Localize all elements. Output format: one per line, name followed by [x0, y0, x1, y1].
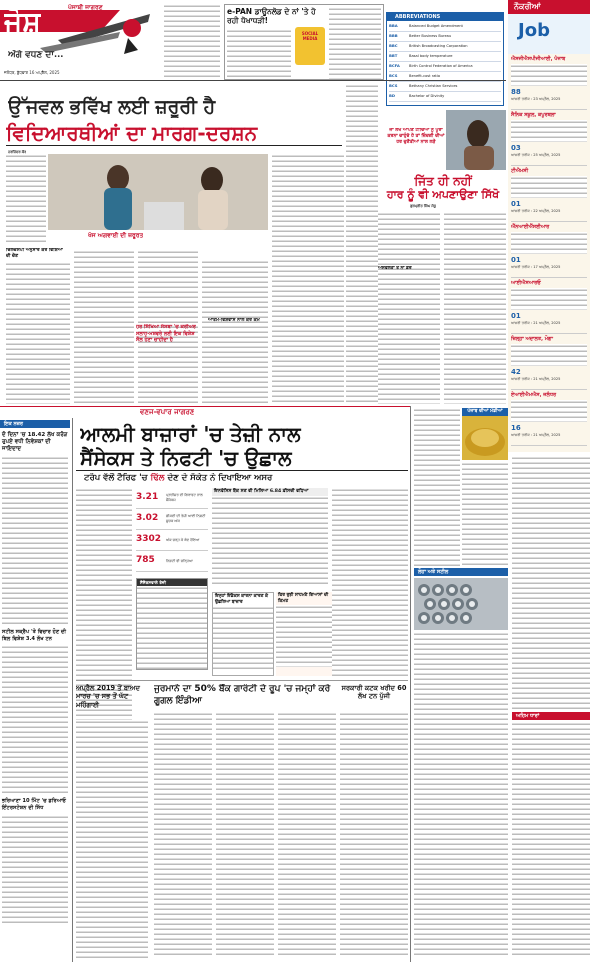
abbreviation-full: Benefit-cost ratio: [409, 74, 441, 79]
job-org: ਏਆਈਐਮਐਸ, ਜਲੰਧਰ: [511, 392, 557, 398]
abbreviation-code: BCS: [389, 83, 398, 89]
naukriyan-job-art: [508, 14, 590, 54]
business-col-right: [332, 488, 408, 676]
main-headline-1: ਉੱਜਵਲ ਭਵਿੱਖ ਲਈ ਜ਼ਰੂਰੀ ਹੈ: [8, 96, 216, 118]
right-lower-col: [512, 456, 590, 710]
epan-social-label: SOCIAL MEDIA: [301, 31, 319, 41]
job-org: ਜ਼ਿਲ੍ਹਾ ਅਦਾਲਤ, ਮੋਗਾ: [511, 336, 553, 342]
steel-body: [414, 632, 508, 958]
abbreviation-full: Bachelor of Divinity: [409, 94, 445, 99]
business-headline-1: ਆਲਮੀ ਬਾਜ਼ਾਰਾਂ 'ਚ ਤੇਜ਼ੀ ਨਾਲ: [80, 422, 301, 446]
left-column-label: ਇਕ ਨਜ਼ਰ: [0, 420, 70, 428]
trade-box: [212, 592, 274, 676]
business-stat: [136, 530, 208, 551]
masthead-brand: ਜੋਸ਼: [4, 6, 41, 38]
sensex-table-title: ਸੈਂਸੈਕਸਵਾਲੇ ਤੇਜ਼ੀ: [137, 579, 207, 586]
abbreviation-full: Basal body temperature: [409, 54, 453, 59]
abbreviation-full: Balanced Budget Amendment: [409, 24, 463, 29]
main-col-4: [202, 260, 268, 404]
gold-box-title: ਫਿਰ ਰੁਝੀ ਸਾਹਮਣੇ ਗਿਆਸਾਂ ਦੀ ਕਿਮਤ: [278, 593, 329, 604]
business-stat: [136, 509, 208, 530]
side-story-subhead-2: ਅਸਫਲਤਾ ਤੋਂ ਨਾ ਡਰੋ: [378, 266, 412, 271]
infy-box-title: ਇਨਫੋਸਿਸ ਬੈਂਕ ਸਣ ਵੀ ਮਿਲਿਆ 6.84 ਫ਼ੀਸਦੀ ਵਧਿਆ: [212, 488, 328, 496]
google-story-col-3: [278, 712, 336, 958]
job-text-art: Job: [518, 20, 550, 41]
google-story-col-2: [216, 712, 274, 958]
epan-box: [224, 4, 384, 80]
sensex-table: [136, 578, 208, 670]
job-item: [511, 110, 587, 166]
side-story-headline-1: ਜਿੱਤ ਹੀ ਨਹੀਂ: [414, 174, 472, 188]
ahem-dhara-title: ਅਹਿਮ ਧਾਰਾਂ: [512, 712, 590, 720]
main-subhead-1: ਦਿਲਚਸਪੀ ਅਨੁਸਾਰ ਕਰੋ ਵਿਸ਼ਿਆਂ ਦੀ ਚੋਣ: [6, 248, 63, 259]
abbreviation-code: BCFA: [389, 63, 400, 69]
business-stat-label: ਫ਼ੀਸਦੀ ਦੀ ਤੇਜ਼ੀ ਆਈ ਨਿਫ਼ਟੀ ਸੂਚਕ ਅੰਕ: [166, 514, 206, 523]
main-col-2: [74, 250, 134, 404]
mandi-col-left: [414, 408, 460, 566]
job-item: [511, 334, 587, 390]
business-stat-value: 3.21: [136, 492, 159, 503]
business-stat: [136, 551, 208, 572]
job-posts: 01: [511, 312, 521, 320]
mandi-col-mid: [462, 462, 508, 566]
middle-col-a: [346, 84, 378, 404]
business-stat-value: 3302: [136, 534, 162, 545]
job-posts: 42: [511, 368, 521, 376]
main-headline-rule: [6, 145, 342, 146]
steel-photo: [414, 578, 508, 630]
epan-social-art: [295, 27, 325, 65]
job-posts: 88: [511, 88, 521, 96]
abbreviation-item: [389, 22, 501, 32]
naukriyan-column: [508, 0, 590, 452]
business-stats: [136, 488, 208, 574]
abbreviation-full: British Broadcasting Corporation: [409, 44, 468, 49]
masthead: [0, 0, 162, 78]
main-byline: ਹਰਜਿੰਦਰ ਕੌਰ: [8, 150, 27, 154]
abbreviations-box: [386, 12, 504, 106]
business-stat-label: ਪ੍ਰਤੀਸ਼ਤ ਦੀ ਗਿਰਾਵਟ ਨਾਲ ਸੈਂਸੇਕਸ: [166, 493, 203, 502]
abbreviation-full: Better Business Bureau: [409, 34, 452, 39]
mandi-photo: [462, 416, 508, 460]
steel-title: ਲੋਹਾ ਅਤੇ ਸਟੀਲ: [414, 568, 508, 576]
business-deck-highlight: ਢਿੱਲ: [150, 473, 165, 483]
job-item: [511, 222, 587, 278]
masthead-dateline: ਜਲੰਧਰ, ਬੁੱਧਵਾਰ 16 ਅਪ੍ਰੈਲ, 2025: [4, 70, 60, 75]
epan-body-right: [329, 7, 381, 79]
main-col-1: [6, 154, 46, 244]
main-pull-quote: ਹਰ ਸਿੱਖਿਆ ਸੰਸਥਾ 'ਚ ਕਰੀਅਰ ਸਲਾਹ-ਮਸ਼ਵਰੇ ਲਈ ਇਕ ਵਿਸ਼ੇਸ਼ ਸੈੱਲ ਹੋਣਾ ਚਾਹੀਦਾ ਹੈ: [136, 324, 196, 343]
business-deck: [84, 473, 408, 484]
masthead-side-text: [164, 4, 220, 78]
business-deck-suffix: ਦੇਣ ਦੇ ਸੰਕੇਤ ਨੇ ਦਿਖਾਇਆ ਅਸਰ: [167, 473, 273, 483]
abbreviation-full: Birth Control Federation of America: [409, 64, 473, 69]
main-col-5: [272, 154, 344, 404]
business-deck-prefix: ਟਰੰਪ ਵੱਲੋਂ ਟੈਰਿਫ 'ਚ: [84, 473, 148, 483]
job-date: ਆਖ਼ਰੀ ਤਰੀਕ : 22 ਅਪ੍ਰੈਲ, 2025: [511, 208, 561, 213]
business-section-label: ਵਣਜ-ਵਪਾਰ ਜਾਗਰਣ: [140, 408, 195, 416]
mandi-title: ਪੰਜਾਬ ਦੀਆਂ ਮੰਡੀਆਂ: [462, 408, 508, 416]
business-headline-rule: [76, 470, 408, 471]
job-posts: 03: [511, 144, 521, 152]
job-date: ਆਖ਼ਰੀ ਤਰੀਕ : 21 ਅਪ੍ਰੈਲ, 2025: [511, 376, 561, 381]
abbreviation-code: BD: [389, 93, 396, 99]
masthead-jagran-tag: ਪੰਜਾਬੀ ਜਾਗਰਣ: [68, 4, 103, 11]
side-story-col-2: [444, 212, 506, 404]
abbreviation-full: Bethany Christian Services: [409, 84, 458, 89]
side-story-quote: ਜਾਂ ਲੱਖ ਆਪਣੇ ਟੀਚਿਆਂ ਨੂੰ ਪੂਰਾ ਕਰਨਾ ਚਾਹੁੰਦੇ ਹੋ ਤਾਂ ਜ਼ਿੰਦਗੀ ਦੀਆਂ ਹਰ ਚੁਣੌਤੀਆਂ ਨਾਲ ਲੜੋ: [387, 128, 445, 145]
abbreviation-item: [389, 52, 501, 62]
job-item: [511, 166, 587, 222]
job-item: [511, 54, 587, 110]
left-column: [0, 418, 70, 962]
epan-headline: e-PAN ਡਾਊਨਲੋਡ ਦੇ ਨਾਂ 'ਤੇ ਹੋ ਰਹੀ ਧੋਖਾਧੜੀ!: [227, 7, 316, 25]
job-posts: 01: [511, 200, 521, 208]
job-item: [511, 390, 587, 446]
side-story-photo: [446, 110, 506, 170]
ahem-dhara-body: [512, 722, 590, 958]
abbreviation-item: [389, 32, 501, 42]
naukriyan-header: ਨੌਕਰੀਆਂ: [508, 0, 590, 14]
left-headline-3: ਭਰਿਆਣਾ 10 ਮਿੰਟ 'ਚ ਡਰਿਆਓ ਇੰਟਰਸਟੇਸ਼ਨ ਦੀ ਸਿੱਧ: [2, 798, 67, 812]
job-date: ਆਖ਼ਰੀ ਤਰੀਕ : 17 ਅਪ੍ਰੈਲ, 2025: [511, 264, 561, 269]
abbreviation-item: [389, 82, 501, 92]
abbreviation-code: BBA: [389, 23, 398, 29]
main-inset-title: ਖੋਜ ਅਗਵਾਈ ਦੀ ਜ਼ਰੂਰਤ: [88, 232, 144, 239]
abbreviations-list: [387, 21, 503, 103]
job-org: ਆਈਐਸਆਰਓ: [511, 280, 541, 286]
abbreviation-item: [389, 42, 501, 52]
abbreviation-code: BBC: [389, 43, 398, 49]
left-headline-2: ਸਟੀਲ ਸਕ੍ਰੈਪ 'ਤੇ ਵਿਚਾਰ ਹੋਣ ਦੀ ਬਿਲ ਵਿਸ਼ੇਸ਼ 3.4 ਲੱਖ ਟਨ: [2, 629, 67, 642]
loan-story-body: [340, 712, 408, 958]
abbreviation-code: BCS: [389, 73, 398, 79]
job-org: ਟੀਐਮਸੀ: [511, 168, 529, 174]
masthead-tagline: ਅੱਗੇ ਵਧਣ ਦਾ...: [8, 50, 64, 60]
abbreviations-header: ABBREVIATIONS: [387, 13, 503, 21]
april-story-headline: ਅਪ੍ਰੈਲ 2019 ਤੋਂ ਬਾਅਦ ਮਾਰਚ 'ਚ ਸਭ ਤੋਂ ਘੱਟ ਮਹਿੰਗਾਈ: [76, 684, 140, 709]
job-posts: 01: [511, 256, 521, 264]
job-org: ਐਸਜੀਐਸਪੀਜੀਆਈ, ਪੰਜਾਬ: [511, 56, 566, 62]
gold-box: [276, 592, 332, 676]
abbreviation-item: [389, 92, 501, 102]
job-list: [508, 54, 590, 446]
job-date: ਆਖ਼ਰੀ ਤਰੀਕ : 21 ਅਪ੍ਰੈਲ, 2025: [511, 432, 561, 437]
google-story-col-1: [154, 712, 212, 958]
business-stat-value: 3.02: [136, 513, 159, 524]
abbreviation-code: BBT: [389, 53, 398, 59]
business-stat: [136, 488, 208, 509]
job-date: ਆਖ਼ਰੀ ਤਰੀਕ : 21 ਅਪ੍ਰੈਲ, 2025: [511, 320, 561, 325]
business-stat-label: ਅੰਕ ਚੜ੍ਹ ਕੇ ਬੰਦ ਹੋਇਆ: [166, 537, 200, 542]
trade-box-title: ਇਨ੍ਹਾਂ ਇੰਡੈਕਸ ਕਾਰਨਾ ਕਾਰਣ ਕੇ ਉਛਲਿਆ ਬਾਜ਼ਾਰ: [215, 594, 268, 605]
april-story-body: [76, 720, 148, 958]
job-item: [511, 278, 587, 334]
abbreviation-item: [389, 62, 501, 72]
main-headline-2: ਵਿਦਿਆਰਥੀਆਂ ਦਾ ਮਾਰਗ-ਦਰਸ਼ਨ: [6, 121, 258, 145]
business-stat-value: 785: [136, 555, 155, 566]
side-story-byline: ਗੁਰਪ੍ਰੀਤ ਸਿੰਘ ਸੰਧੂ: [410, 204, 437, 208]
job-date: ਆਖ਼ਰੀ ਤਰੀਕ : 23 ਅਪ੍ਰੈਲ, 2025: [511, 96, 561, 101]
job-date: ਆਖ਼ਰੀ ਤਰੀਕ : 25 ਅਪ੍ਰੈਲ, 2025: [511, 152, 561, 157]
abbreviation-code: BBB: [389, 33, 398, 39]
side-story-headline-2: ਹਾਰ ਨੂੰ ਵੀ ਅਪਣਾਉਣਾ ਸਿੱਖੋ: [386, 188, 500, 201]
job-org: ਸੈਨਿਕ ਸਕੂਲ, ਕਪੂਰਥਲਾ: [511, 112, 556, 118]
main-col-1b: [6, 262, 70, 404]
side-story-col-1: [378, 212, 440, 404]
infy-box: [212, 488, 328, 588]
job-posts: 16: [511, 424, 521, 432]
left-headline-1: ਦੋ ਦਿਨਾਂ 'ਚ 18.42 ਲੱਖ ਕਰੋੜ ਰੁਪਏ ਵਧੀ ਨਿਵੇਸ਼ਕਾਂ ਦੀ ਜਾਇਦਾਦ: [2, 432, 68, 453]
job-org: ਐੱਨਆਈਐੱਸਈਆਰ: [511, 224, 550, 230]
loan-story-headline: ਸਰਕਾਰੀ ਕਟਕ ਖਰੀਦ 60 ਲੱਖ ਟਨ ਪੁੱਜੀ: [341, 684, 407, 701]
google-story-headline: ਜੁਰਮਾਨੇ ਦਾ 50% ਬੈਂਕ ਗਾਰੰਟੀ ਦੇ ਰੂਪ 'ਚ ਜਮ੍ਹਾਂ ਕਰੇ ਗੂਗਲ ਇੰਡੀਆ: [154, 684, 331, 706]
business-stat-label: ਨਿਫ਼ਟੀ ਵੀ ਚੜ੍ਹਿਆ: [166, 558, 193, 563]
main-photo: [48, 154, 268, 230]
main-subhead-5: ਆਤਮ-ਵਿਸ਼ਵਾਸ ਨਾਲ ਕਰੋ ਕੰਮ: [208, 318, 260, 323]
epan-body: [227, 29, 291, 79]
business-headline-2: ਸੈਂਸੇਕਸ ਤੇ ਨਿਫਟੀ 'ਚ ਉਛਾਲ: [80, 446, 292, 470]
